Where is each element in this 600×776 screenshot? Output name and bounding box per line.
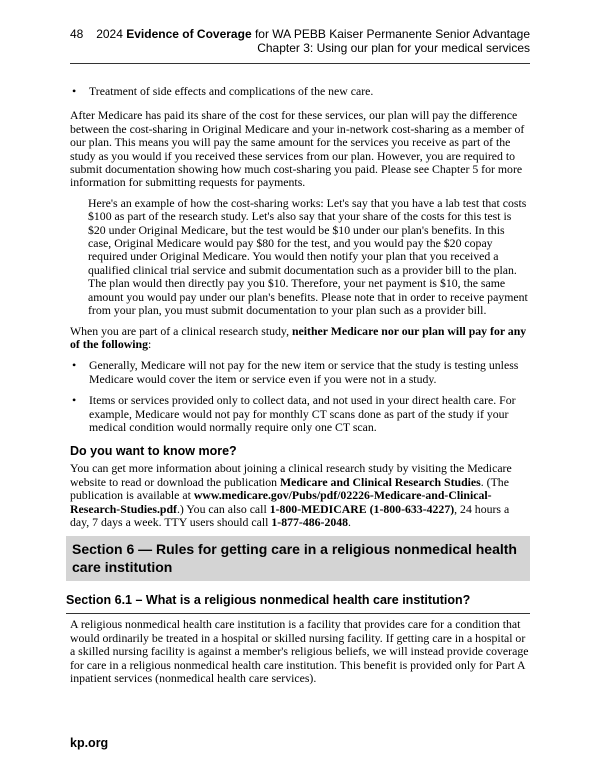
list-item [70,394,530,434]
page-content [66,27,530,685]
paragraph-religious-institution: A religious nonmedical health care institution is a facility that provides care for a condition that would ordinarily be treated in a hospital or skilled nursing facility. If getting care in a hospital or a skilled nursing facility is against a member's religious beliefs, we will instead provide coverage for care in a religious nonmedical health care institution. This benefit is provided only for Part A inpatient services (nonmedical health care services). [70,617,529,685]
header-titles [83,27,530,55]
bullet-icon: • [72,84,77,98]
page-header [70,27,530,55]
know-more-heading: Do you want to know more? [70,444,237,459]
paragraph-know-more: You can get more information about joining a clinical research study by visiting the Medicare website to read or download the publication Medicare and Clinical Research Studies. (The publication is available at www.medicare.gov/Pubs/pdf/02226-Medicare-and-Clinical-Research-Studies.pdf.) You can also call 1-800-MEDICARE (1-800-633-4227), 24 hours a day, 7 days a week. TTY users should call 1-877-486-2048. [70,461,512,529]
bullet-icon: • [72,358,77,373]
section-6-banner: Section 6 — Rules for getting care in a religious nonmedical health care institution [66,536,530,581]
header-rule [70,63,530,64]
list-item-text: Items or services provided only to collect data, and not used in your direct health care. For example, Medicare would not pay for monthly CT scans done as part of the study if your medical condition would normally require only one CT scan. [89,393,516,434]
list-item-text: Treatment of side effects and complications of the new care. [89,84,374,98]
paragraph-when-part-of-study: When you are part of a clinical research study, neither Medicare nor our plan will pay for any of the following: [70,323,527,351]
bullet-icon: • [72,393,77,408]
section-6-1-heading: Section 6.1 – What is a religious nonmedical health care institution? [66,593,530,614]
list-item [70,85,530,98]
exclusions-bullet-list [70,359,530,434]
paragraph-after-medicare: After Medicare has paid its share of the cost for these services, our plan will pay the difference between the cost-sharing in Original Medicare and your in-network cost-sharing as a member of our plan. This means you will pay the same amount for the services you receive as part of the study as you would if you received these services from our plan. However, you are required to submit documentation showing how much cost-sharing you paid. Please see Chapter 5 for more information for submitting requests for payments. [70,108,525,190]
paragraph-cost-sharing-example: Here's an example of how the cost-sharing works: Let's say that you have a lab test that costs $100 as part of the research study. Let's also say that your share of the costs for this test is $20 under Original Medicare, but the test would be $10 under our plan's benefits. In this case, Original Medicare would pay $80 for the test, and you would pay the $20 copay required under Original Medicare. You would then notify your plan that you received a qualified clinical trial service and submit documentation such as a provider bill to the plan. The plan would then directly pay you $10. Therefore, your net payment is $10, the same amount you would pay under our plan's benefits. Please note that in order to receive payment from your plan, you must submit documentation to your plan such as a provider bill. [88,195,528,318]
header-title-line1: 2024 Evidence of Coverage for WA PEBB Kaiser Permanente Senior Advantage [96,27,530,41]
list-item [70,359,530,386]
intro-bullet-list [70,85,530,98]
footer-site-label: kp.org [70,735,109,750]
header-title-line2: Chapter 3: Using our plan for your medical services [257,41,530,55]
page-number: 48 [70,27,84,41]
list-item-text: Generally, Medicare will not pay for the new item or service that the study is testing unless Medicare would cover the item or service even if you were not in a study. [89,358,519,386]
